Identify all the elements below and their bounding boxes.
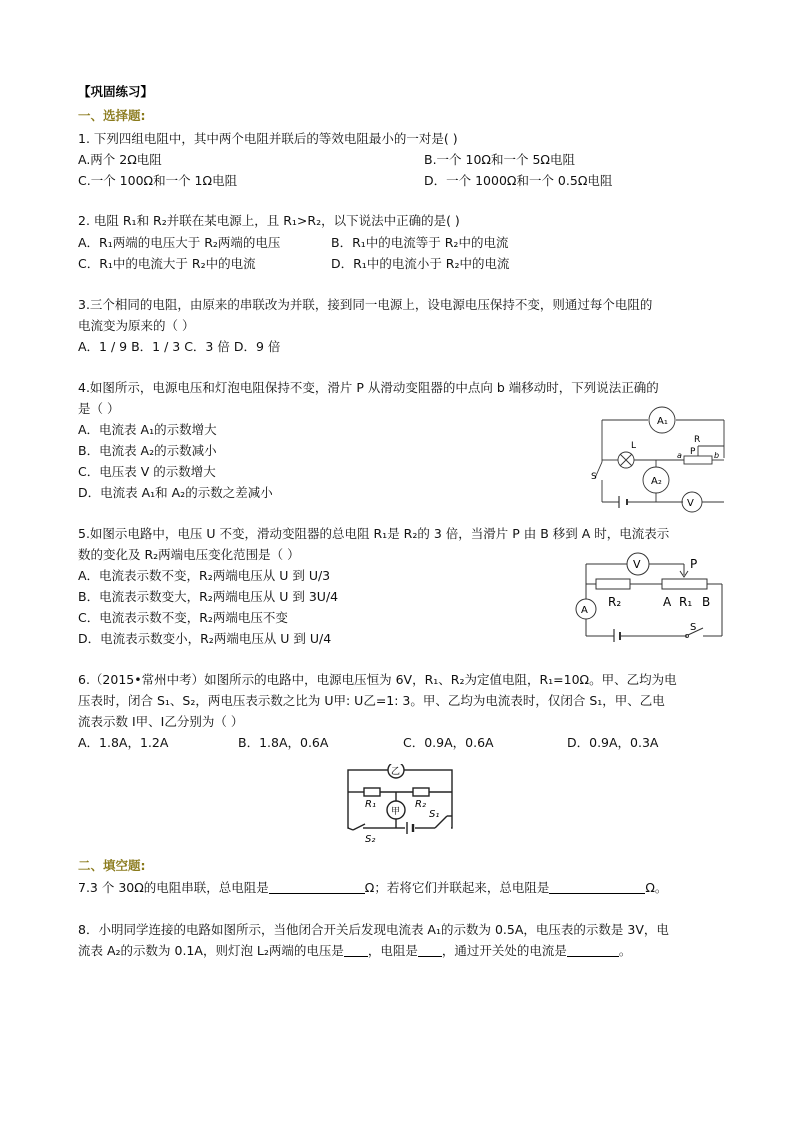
q2-option-a: A．R₁两端的电压大于 R₂两端的电压 [78, 235, 281, 250]
q6-option-d: D．0.9A，0.3A [567, 735, 659, 750]
q5-fig-ammeter-label: A [581, 605, 588, 616]
q5-option-c: C．电流表示数不变，R₂两端电压不变 [78, 610, 288, 625]
q6-circuit-diagram [343, 764, 455, 846]
q3-options: A．1 / 9 B．1 / 3 C．3 倍 D．9 倍 [78, 339, 281, 354]
q4-circuit-diagram [586, 402, 736, 520]
q5-option-d: D．电流表示数变小，R₂两端电压从 U 到 U/4 [78, 631, 332, 646]
q5-fig-b-label: B [702, 595, 711, 609]
q7-text-b: Ω；若将它们并联起来，总电阻是 [364, 880, 550, 895]
q5-fig-r1-label: R₁ [679, 595, 693, 609]
q6-fig-s1-label: S₁ [429, 809, 440, 820]
q1-option-d: D．一个 1000Ω和一个 0.5Ω电阻 [424, 173, 613, 188]
q8-text-a: 流表 A₂的示数为 0.1A，则灯泡 L₂两端的电压是 [78, 943, 344, 958]
q5-stem-line2: 数的变化及 R₂两端电压变化范围是（ ） [78, 547, 300, 562]
q6-stem-line3: 流表示数 I甲、I乙分别为（ ） [78, 714, 244, 729]
q8-text-d: 。 [618, 943, 632, 958]
q6-option-b: B．1.8A，0.6A [238, 735, 329, 750]
q8-blank-3[interactable] [567, 944, 619, 957]
q7-text-c: Ω。 [645, 880, 668, 895]
q6-fig-s2-label: S₂ [365, 834, 376, 845]
q4-stem-line1: 4.如图所示，电源电压和灯泡电阻保持不变，滑片 P 从滑动变阻器的中点向 b 端移动时，下列说法正确的 [78, 380, 659, 395]
q8-blank-2[interactable] [418, 944, 442, 957]
q7-blank-2[interactable] [549, 881, 645, 894]
q4-option-a: A．电流表 A₁的示数增大 [78, 422, 217, 437]
q3-stem-line1: 3.三个相同的电阻，由原来的串联改为并联，接到同一电源上，设电源电压保持不变，则通过每个电阻的 [78, 297, 653, 312]
q5-fig-v-label: V [633, 558, 641, 571]
q1-option-b: B.一个 10Ω和一个 5Ω电阻 [424, 152, 575, 167]
q2-option-b: B．R₁中的电流等于 R₂中的电流 [331, 235, 509, 250]
q8-line2 [78, 943, 631, 959]
q4-fig-l-label: L [631, 441, 637, 451]
q6-fig-jia-label: 甲 [391, 807, 401, 817]
q7-text-a: 7.3 个 30Ω的电阻串联，总电阻是 [78, 880, 269, 895]
q4-option-d: D．电流表 A₁和 A₂的示数之差减小 [78, 485, 273, 500]
q1-option-c: C.一个 100Ω和一个 1Ω电阻 [78, 173, 238, 188]
section-title: 【巩固练习】 [78, 84, 154, 99]
q8-line1: 8．小明同学连接的电路如图所示，当他闭合开关后发现电流表 A₁的示数为 0.5A，电压表的示数是 3V，电 [78, 922, 669, 937]
q4-fig-a-label: a [677, 451, 682, 460]
q4-fig-a2-label: A₂ [651, 476, 662, 487]
q6-fig-r1-label: R₁ [365, 799, 376, 810]
q5-option-a: A．电流表示数不变，R₂两端电压从 U 到 U/3 [78, 568, 331, 583]
q6-stem-line2: 压表时，闭合 S₁、S₂，两电压表示数之比为 U甲: U乙=1: 3。甲、乙均为电流表时，仅闭合 S₁，甲、乙电 [78, 693, 665, 708]
q6-option-c: C．0.9A，0.6A [403, 735, 494, 750]
q2-stem: 2. 电阻 R₁和 R₂并联在某电源上，且 R₁>R₂，以下说法中正确的是( ) [78, 213, 460, 228]
q5-fig-s-label: S [690, 622, 697, 633]
q1-option-a: A.两个 2Ω电阻 [78, 152, 162, 167]
q4-fig-s-label: S [591, 472, 597, 482]
q5-stem-line1: 5.如图示电路中，电压 U 不变，滑动变阻器的总电阻 R₁是 R₂的 3 倍，当滑片 P 由 B 移到 A 时，电流表示 [78, 526, 670, 541]
q4-stem-line2: 是（ ） [78, 401, 120, 416]
q4-option-b: B．电流表 A₂的示数减小 [78, 443, 217, 458]
q1-stem: 1. 下列四组电阻中，其中两个电阻并联后的等效电阻最小的一对是( ) [78, 131, 458, 146]
q4-option-c: C．电压表 V 的示数增大 [78, 464, 216, 479]
q4-fig-p-label: P [690, 447, 696, 457]
q4-fig-b-label: b [714, 451, 720, 460]
q2-option-c: C．R₁中的电流大于 R₂中的电流 [78, 256, 256, 271]
q5-fig-a-label: A [663, 595, 672, 609]
q2-option-d: D．R₁中的电流小于 R₂中的电流 [331, 256, 510, 271]
q6-fig-yi-label: 乙 [391, 767, 401, 777]
q4-fig-a1-label: A₁ [657, 416, 668, 427]
q8-text-c: ，通过开关处的电流是 [441, 943, 567, 958]
q4-fig-r-label: R [694, 435, 701, 445]
q7-line [78, 880, 667, 896]
q7-blank-1[interactable] [269, 881, 365, 894]
q3-stem-line2: 电流变为原来的（ ） [78, 318, 195, 333]
q5-option-b: B．电流表示数变大，R₂两端电压从 U 到 3U/4 [78, 589, 339, 604]
q6-fig-r2-label: R₂ [415, 799, 426, 810]
part2-heading: 二、填空题: [78, 858, 146, 873]
q4-fig-v-label: V [687, 498, 694, 509]
q5-circuit-diagram [572, 550, 732, 642]
q8-blank-1[interactable] [344, 944, 368, 957]
q8-text-b: ，电阻是 [367, 943, 418, 958]
part1-heading: 一、选择题: [78, 108, 146, 123]
q6-stem-line1: 6.（2015•常州中考）如图所示的电路中，电源电压恒为 6V，R₁、R₂为定值电阻，R₁=10Ω。甲、乙均为电 [78, 672, 677, 687]
q5-fig-r2-label: R₂ [608, 595, 622, 609]
q5-fig-p-label: P [690, 557, 698, 571]
q6-option-a: A．1.8A，1.2A [78, 735, 169, 750]
